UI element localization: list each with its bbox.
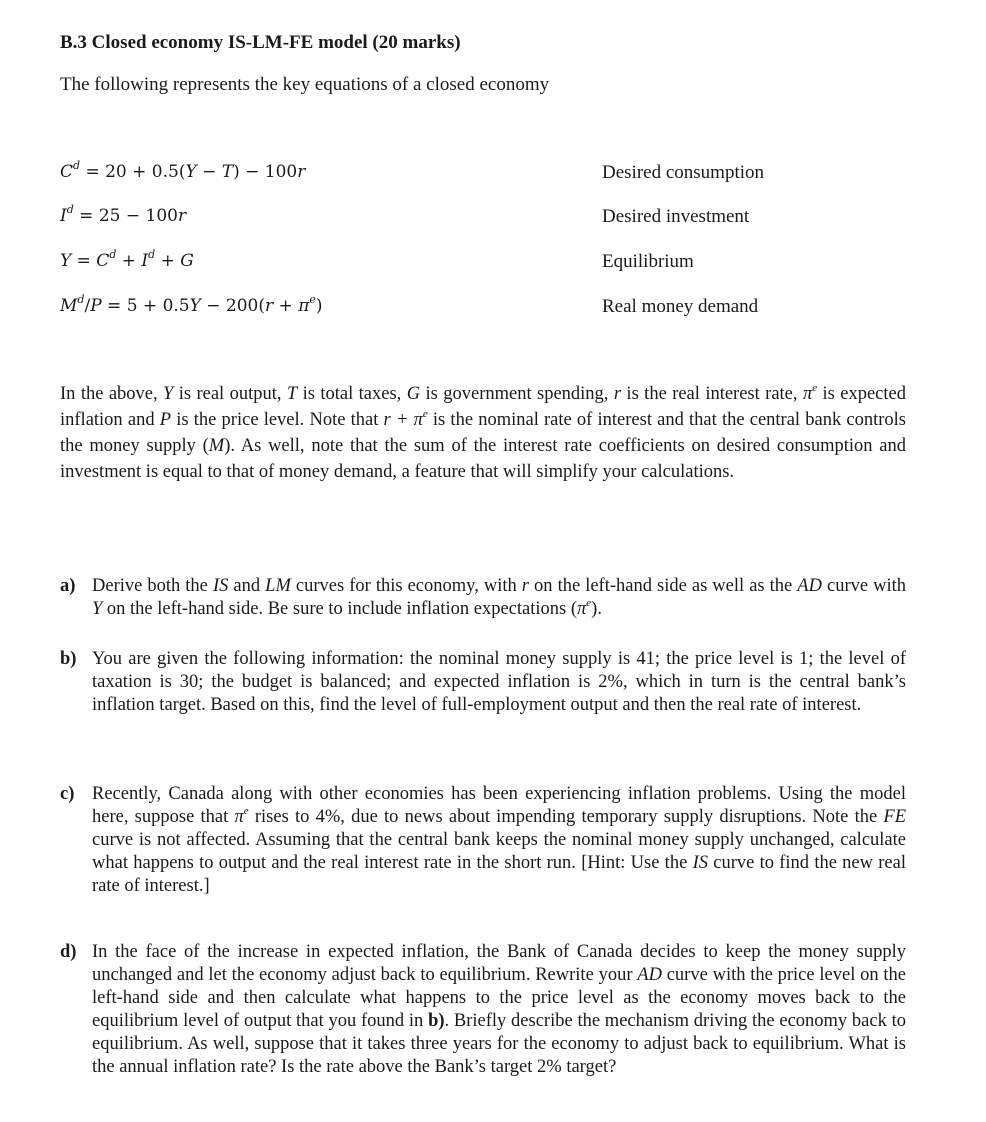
question-text: In the face of the increase in expected inflation, the Bank of Canada decides to keep the money supply unchanged and let the economy adjust back to equilibrium. Rewrite your AD curve with the price level on the left-hand side and then calculate what happens to the price level as the economy moves back to the equilibrium level of output that you found in b). Briefly describe the mechanism driving the economy back to equilibrium. As well, suppose that it takes three years for the economy to adjust back to equilibrium. What is the annual inflation rate? Is the rate above the Bank’s target 2% target? [92, 942, 907, 1077]
equation-desired-investment: $I^d = 25 - 100r$ [60, 203, 187, 226]
equation-equilibrium: $Y = C^d + I^d + G$ [60, 248, 194, 271]
section-title: B.3 Closed economy IS-LM-FE model (20 marks) [60, 32, 461, 53]
question-c [60, 783, 906, 898]
question-text: You are given the following information: the nominal money supply is 41; the price level is 1; the level of taxation is 30; the budget is balanced; and expected inflation is 2%, which in turn is the central bank’s inflation target. Based on this, find the level of full-employment output and then the real rate of interest. [92, 649, 906, 715]
question-text: Recently, Canada along with other economies has been experiencing inflation problems. Using the model here, suppose that $\pi^e$ rises to 4%, due to news about impending temporary supply disruptions. Note the FE curve is not affected. Assuming that the central bank keeps the nominal money supply unchanged, calculate what happens to output and the real interest rate in the short run. [Hint: Use the IS curve to find the new real rate of interest.] [92, 784, 906, 896]
equation-desired-consumption: $C^d = 20 + 0.5(Y - T) - 100r$ [60, 159, 306, 182]
question-a [60, 575, 906, 621]
question-label: c) [60, 784, 75, 804]
question-label: b) [60, 649, 77, 669]
equation-label: Equilibrium [602, 251, 694, 272]
explanation-paragraph: In the above, Y is real output, T is total taxes, G is government spending, r is the real interest rate, $\pi^e$ is expected inflation and P is the price level. Note that $r + \pi^e$ is the nominal rate of interest and that the central bank controls the money supply (M). As well, note that the sum of the interest rate coefficients on desired consumption and investment is equal to that of money demand, a feature that will simplify your calculations. [60, 382, 907, 482]
question-label: a) [60, 576, 76, 596]
equation-label: Desired investment [602, 206, 750, 227]
question-b [60, 648, 906, 717]
intro-text: The following represents the key equations of a closed economy [60, 74, 550, 95]
equation-row [60, 293, 900, 322]
equation-row [60, 159, 900, 188]
equation-real-money-demand: $M^d/P = 5 + 0.5Y - 200(r + \pi^e)$ [60, 293, 323, 316]
equation-row [60, 248, 900, 277]
equation-row [60, 203, 900, 232]
question-label: d) [60, 942, 77, 962]
question-d [60, 941, 906, 1079]
equation-label: Real money demand [602, 296, 759, 317]
question-text: Derive both the IS and LM curves for this economy, with r on the left-hand side as well as the AD curve with Y on the left-hand side. Be sure to include inflation expectations $(\pi^e)$. [92, 576, 906, 619]
equation-label: Desired consumption [602, 162, 765, 183]
